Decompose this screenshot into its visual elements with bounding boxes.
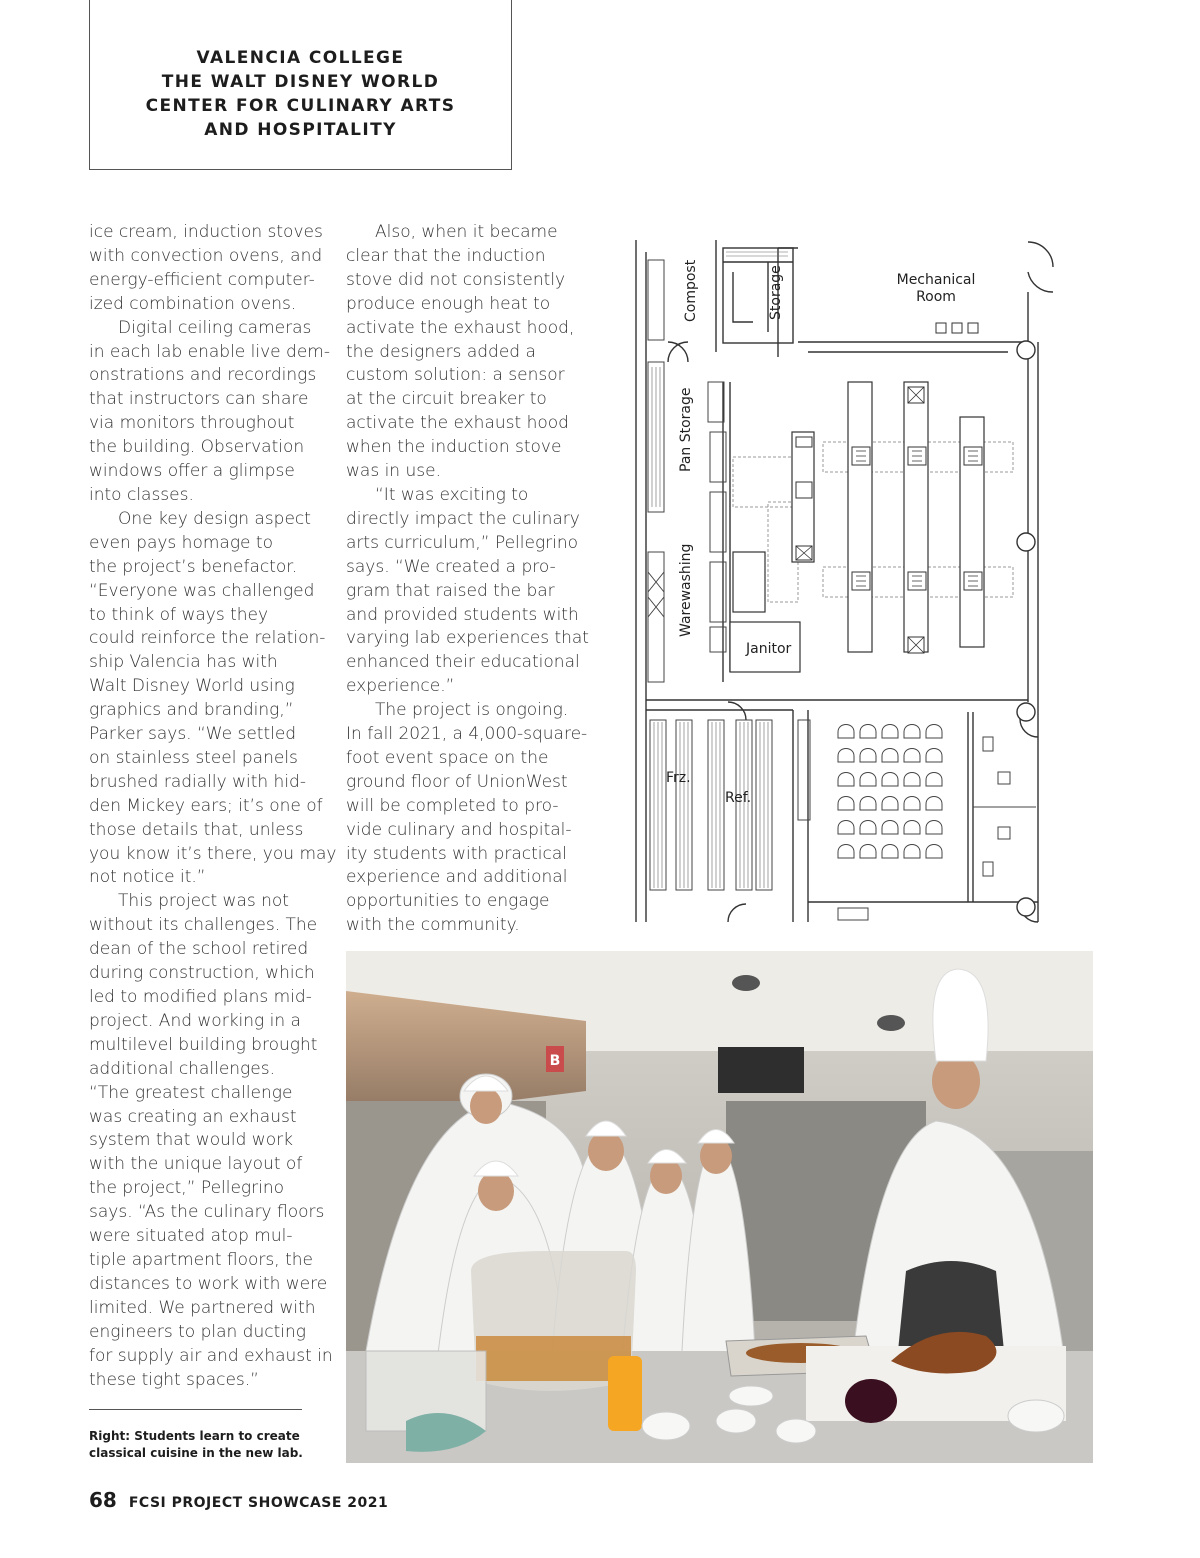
label-mechanical: Mechanical	[896, 272, 976, 288]
text-line: were situated atop mul-	[89, 1226, 293, 1247]
sign-letter: B	[549, 1053, 561, 1069]
caption-line-2: classical cuisine in the new lab.	[89, 1446, 303, 1460]
text-line: you know it’s there, you may	[89, 843, 337, 864]
text-line: when the induction stove	[346, 437, 562, 458]
label-room: Room	[916, 289, 956, 305]
text-line: to think of ways they	[89, 604, 269, 625]
text-line: experience.”	[346, 676, 455, 697]
text-line: could reinforce the relation-	[89, 628, 326, 649]
publication-name: FCSI PROJECT SHOWCASE 2021	[128, 1495, 389, 1511]
text-line: In fall 2021, a 4,000-square-	[346, 724, 588, 745]
body-column-middle	[346, 221, 589, 938]
text-line: varying lab experiences that	[346, 628, 589, 649]
ceiling-camera	[877, 1015, 905, 1031]
text-line: into classes.	[89, 484, 194, 505]
label-warewashing: Warewashing	[678, 543, 694, 637]
text-line: The project is ongoing.	[375, 700, 569, 721]
text-line: Walt Disney World using	[89, 676, 295, 697]
text-line: additional challenges.	[89, 1058, 275, 1079]
text-line: directly impact the culinary	[346, 508, 580, 529]
text-line: activate the exhaust hood	[346, 413, 569, 434]
text-line: the designers added a	[346, 341, 536, 362]
text-line: “The greatest challenge	[89, 1082, 293, 1103]
title-line-4: AND HOSPITALITY	[204, 119, 397, 140]
ceiling-camera	[732, 975, 760, 991]
text-line: led to modified plans mid-	[89, 987, 312, 1007]
text-line: system that would work	[89, 1130, 293, 1151]
juice-carton	[608, 1356, 642, 1431]
text-line: windows offer a glimpse	[89, 461, 295, 482]
chef-hat	[933, 969, 988, 1061]
text-line: will be completed to pro-	[346, 795, 559, 816]
text-line: arts curriculum,” Pellegrino	[346, 532, 579, 553]
text-line: via monitors throughout	[89, 413, 295, 434]
text-line: gram that raised the bar	[346, 580, 555, 601]
text-line: limited. We partnered with	[89, 1297, 316, 1318]
page-footer	[89, 1488, 388, 1512]
text-line: activate the exhaust hood,	[346, 317, 575, 338]
text-line: in each lab enable live dem-	[89, 341, 330, 362]
text-line: Parker says. “We settled	[89, 724, 297, 745]
text-line: with convection ovens, and	[89, 245, 323, 266]
body-column-left	[89, 221, 337, 1392]
text-line: without its challenges. The	[89, 915, 318, 936]
page-number: 68	[89, 1488, 117, 1512]
text-line: experience and additional	[346, 867, 568, 888]
text-line: ship Valencia has with	[89, 652, 278, 673]
text-line: “It was exciting to	[375, 484, 529, 505]
title-line-3: CENTER FOR CULINARY ARTS	[145, 95, 456, 116]
text-line: project. And working in a	[89, 1010, 301, 1031]
label-janitor: Janitor	[746, 641, 792, 657]
text-line: that instructors can share	[89, 389, 309, 410]
text-line: ity students with practical	[346, 843, 567, 864]
text-line: custom solution: a sensor	[346, 365, 565, 386]
wall-monitor	[718, 1047, 804, 1093]
text-line: even pays homage to	[89, 532, 273, 553]
text-line: graphics and branding,”	[89, 700, 294, 721]
photo-caption	[89, 1428, 329, 1462]
caption-line-1: Right: Students learn to create	[89, 1429, 300, 1443]
text-line: “Everyone was challenged	[89, 580, 315, 601]
text-line: ground floor of UnionWest	[346, 771, 568, 792]
text-line: One key design aspect	[118, 508, 311, 529]
kitchen-photo	[346, 951, 1093, 1463]
label-compost: Compost	[683, 259, 699, 322]
floor-plan	[628, 232, 1058, 932]
text-line: dean of the school retired	[89, 939, 309, 960]
text-line: was in use.	[346, 461, 441, 482]
text-line: energy-efficient computer-	[89, 269, 315, 290]
text-line: says. “We created a pro-	[346, 556, 556, 577]
text-line: these tight spaces.”	[89, 1369, 259, 1390]
text-line: the building. Observation	[89, 437, 305, 458]
text-line: at the circuit breaker to	[346, 389, 547, 410]
text-line: with the unique layout of	[89, 1154, 303, 1175]
text-line: not notice it.”	[89, 867, 206, 888]
text-line: Also, when it became	[375, 222, 558, 242]
text-line: clear that the induction	[346, 245, 546, 266]
label-ref: Ref.	[725, 790, 752, 806]
text-line: multilevel building brought	[89, 1034, 318, 1055]
text-line: distances to work with were	[89, 1273, 328, 1294]
title-line-2: THE WALT DISNEY WORLD	[161, 71, 440, 92]
text-line: was creating an exhaust	[89, 1106, 297, 1127]
text-line: the project’s benefactor.	[89, 556, 298, 577]
text-line: ice cream, induction stoves	[89, 222, 323, 242]
text-line: This project was not	[118, 891, 289, 912]
sauce-cup	[845, 1379, 897, 1423]
text-line: engineers to plan ducting	[89, 1321, 306, 1342]
text-line: foot event space on the	[346, 747, 549, 768]
text-line: enhanced their educational	[346, 652, 580, 673]
text-line: ized combination ovens.	[89, 293, 297, 314]
text-line: and provided students with	[346, 604, 579, 625]
text-line: the project,” Pellegrino	[89, 1178, 285, 1199]
label-storage: Storage	[768, 265, 784, 320]
text-line: onstrations and recordings	[89, 365, 317, 386]
title-box	[89, 0, 512, 170]
text-line: opportunities to engage	[346, 891, 550, 912]
text-line: on stainless steel panels	[89, 747, 298, 768]
text-line: Digital ceiling cameras	[118, 317, 312, 338]
text-line: vide culinary and hospital-	[346, 819, 572, 840]
title-line-1: VALENCIA COLLEGE	[196, 47, 405, 68]
text-line: tiple apartment floors, the	[89, 1249, 313, 1270]
text-line: those details that, unless	[89, 819, 304, 840]
label-frz: Frz.	[666, 770, 691, 786]
text-line: for supply air and exhaust in	[89, 1345, 333, 1366]
text-line: says. “As the culinary floors	[89, 1202, 325, 1223]
caption-rule	[89, 1409, 302, 1410]
text-line: brushed radially with hid-	[89, 771, 306, 792]
label-pan-storage: Pan Storage	[678, 387, 694, 472]
text-line: with the community.	[346, 915, 520, 936]
text-line: during construction, which	[89, 963, 315, 984]
text-line: stove did not consistently	[346, 269, 566, 290]
text-line: den Mickey ears; it’s one of	[89, 795, 323, 816]
text-line: produce enough heat to	[346, 293, 551, 314]
